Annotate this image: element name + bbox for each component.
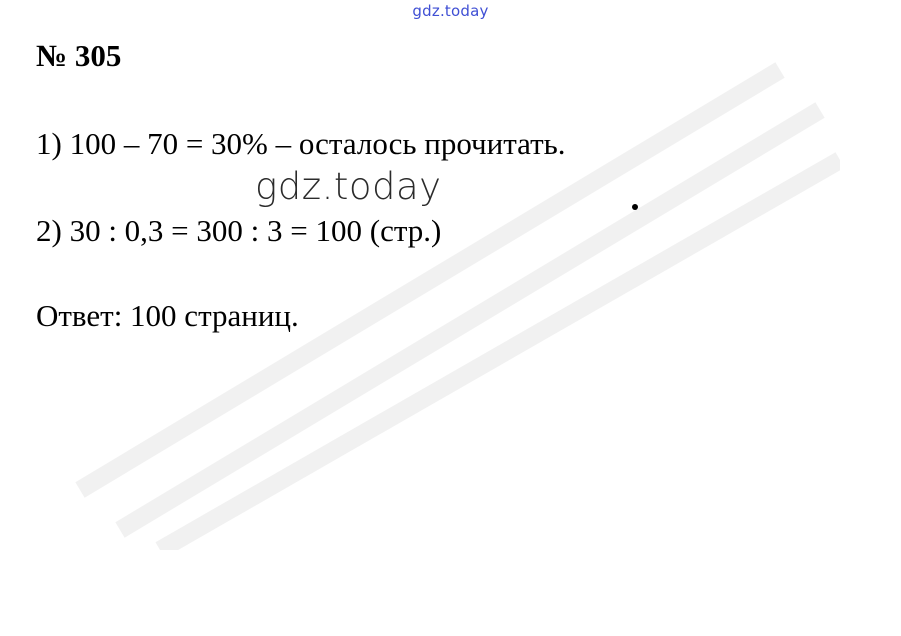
- solution-step-2: 2) 30 : 0,3 = 300 : 3 = 100 (стр.): [36, 213, 442, 248]
- watermark-top: gdz.today: [412, 2, 489, 20]
- dot-mark: [632, 204, 638, 210]
- diagonal-watermark-pattern: [60, 30, 840, 550]
- problem-number: № 305: [36, 38, 122, 73]
- watermark-middle: gdz.today: [255, 165, 442, 208]
- solution-step-1: 1) 100 – 70 = 30% – осталось прочитать.: [36, 126, 566, 161]
- answer-line: Ответ: 100 страниц.: [36, 298, 299, 333]
